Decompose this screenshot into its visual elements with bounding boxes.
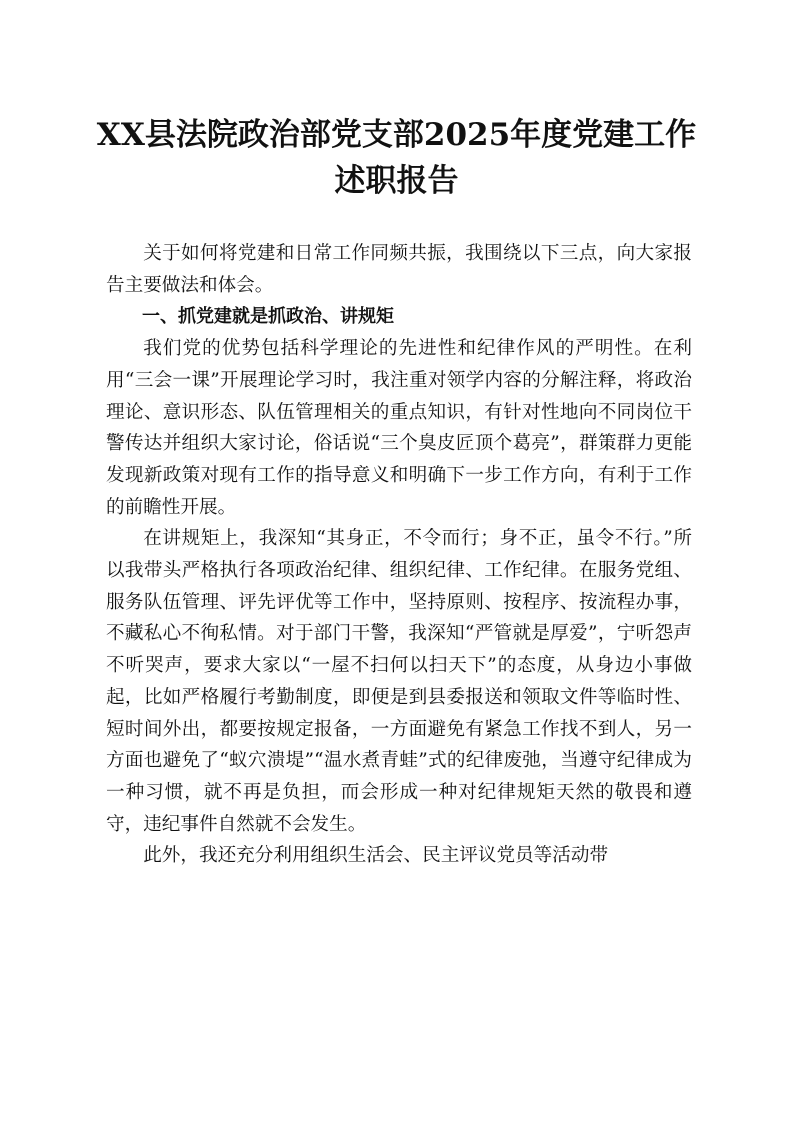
- document-title: XX县法院政治部党支部2025年度党建工作述职报告: [96, 117, 697, 199]
- intro-paragraph: 关于如何将党建和日常工作同频共振，我围绕以下三点，向大家报告主要做法和体会。: [106, 243, 692, 296]
- body-paragraph: 我们党的优势包括科学理论的先进性和纪律作风的严明性。在利用“三会一课”开展理论学习时，我注重对领学内容的分解注释，将政治理论、意识形态、队伍管理相关的重点知识，有针对性地向不同岗位干警传达并组织大家讨论，俗话说“三个臭皮匠顶个葛亮”，群策群力更能发现新政策对现有工作的指导意义和明确下一步工作方向，有利于工作的前瞻性开展。: [106, 338, 692, 518]
- document-body: [106, 238, 692, 872]
- section-heading: 一、抓党建就是抓政治、讲规矩: [142, 306, 394, 328]
- body-paragraph: 此外，我还充分利用组织生活会、民主评议党员等活动带: [143, 845, 609, 867]
- body-paragraph: 在讲规矩上，我深知“其身正，不令而行；身不正，虽令不行。”所以我带头严格执行各项政治纪律、组织纪律、工作纪律。在服务党组、服务队伍管理、评先评优等工作中，坚持原则、按程序、按流程办事，不藏私心不徇私情。对于部门干警，我深知“严管就是厚爱”，宁听怨声不听哭声，要求大家以“一屋不扫何以扫天下”的态度，从身边小事做起，比如严格履行考勤制度，即便是到县委报送和领取文件等临时性、短时间外出，都要按规定报备，一方面避免有紧急工作找不到人，另一方面也避免了“蚁穴溃堤”“温水煮青蛙”式的纪律废弛，当遵守纪律成为一种习惯，就不再是负担，而会形成一种对纪律规矩天然的敬畏和遵守，违纪事件自然就不会发生。: [106, 528, 692, 835]
